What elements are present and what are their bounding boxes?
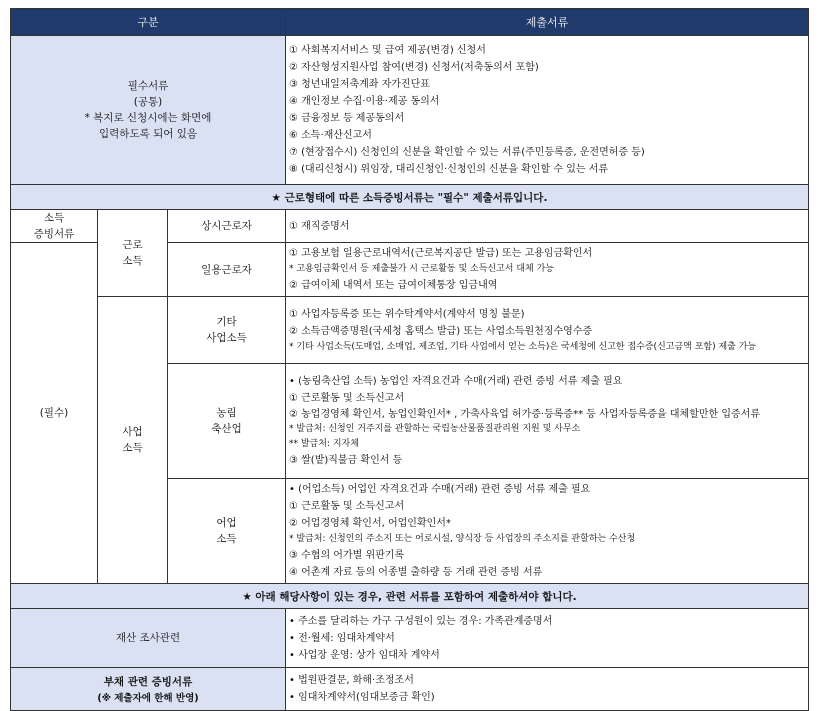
farm-label: 농림 축산업: [168, 364, 286, 479]
business-income-label: 사업 소득: [98, 297, 168, 584]
required-label: 필수서류 (공통) * 복지로 신청시에는 화면에 입력하도록 되어 있음: [11, 36, 286, 185]
list-item: ② 어업경영체 확인서, 어업인확인서*: [289, 518, 451, 529]
property-label: 재산 조사관련: [11, 609, 286, 668]
list-item: ② 소득금액증명원(국세청 홈택스 발급) 또는 사업소득원천징수영수증: [289, 325, 593, 337]
work-income-label: 근로 소득: [98, 210, 168, 297]
daily-worker-list: [286, 243, 809, 297]
list-item: * 고용임금확인서 등 제출불가 시 근로활동 및 소득신고서 대체 가능: [289, 264, 554, 274]
required-row: [11, 36, 809, 185]
list-item: ⑦ (현장접수시) 신청인의 신분을 확인할 수 있는 서류(주민등록증, 운전면허증 등): [289, 147, 645, 158]
list-item: ③ 수협의 어가별 위판기록: [289, 550, 405, 561]
list-item: * 발급처: 신청인의 주소지 또는 어로시설, 양식장 등 사업장의 주소지를 관할하는 수산청: [289, 534, 636, 544]
list-item: ② 자산형성지원사업 참여(변경) 신청서(저축동의서 포함): [289, 62, 539, 73]
list-item: ③ 쌀(밭)직불금 확인서 등: [289, 455, 403, 466]
list-item: ④ 어촌계 자료 등의 어종별 출하량 등 거래 관련 증빙 서류: [289, 567, 543, 578]
list-item: ① 사회복지서비스 및 급여 제공(변경) 신청서: [289, 45, 486, 56]
list-item: ② 농업경영체 확인서, 농업인확인서* , 가축사육업 허가증·등록증** 등 사업자등록증을 대체할만한 입증서류: [289, 409, 761, 420]
list-item: • (어업소득) 어업인 자격요건과 수매(거래) 관련 증빙 서류 제출 필요: [289, 484, 591, 495]
list-item: ④ 개인정보 수집·이용·제공 동의서: [289, 96, 440, 107]
other-business-list: [286, 297, 809, 364]
regular-worker-label: 상시근로자: [168, 210, 286, 243]
regular-row: [11, 210, 809, 243]
header-documents: 제출서류: [286, 9, 809, 36]
list-item: * 발급처: 신청인 거주지를 관할하는 국립농산물품질관리원 지원 및 사무소: [289, 424, 581, 434]
document-table: [10, 8, 809, 711]
list-item: ① 재직증명서: [289, 220, 350, 232]
header-row: [11, 9, 809, 36]
list-item: • 법원판결문, 화해·조정조서: [289, 675, 414, 686]
extra-banner: ★ 아래 해당사항이 있는 경우, 관련 서류를 포함하여 제출하셔야 합니다.: [11, 584, 809, 609]
list-item: ① 고용보험 일용근로내역서(근로복지공단 발급) 또는 고용임금확인서: [289, 248, 593, 259]
fish-label: 어업 소득: [168, 479, 286, 584]
debt-row: [11, 668, 809, 711]
regular-worker-list: [286, 210, 809, 243]
income-banner: ★ 근로형태에 따른 소득증빙서류는 "필수" 제출서류입니다.: [11, 185, 809, 210]
list-item: ⑧ (대리신청시) 위임장, 대리신청인·신청인의 신분을 확인할 수 있는 서류: [289, 164, 609, 175]
required-mark: (필수): [11, 243, 98, 584]
list-item: ① 사업자등록증 또는 위수탁계약서(계약서 명칭 불문): [289, 308, 525, 320]
property-list: [286, 609, 809, 668]
list-item: * 기타 사업소득(도매업, 소매업, 제조업, 기타 사업에서 얻는 소득)은 국세청에 신고한 접수증(신고금액 포함) 제출 가능: [289, 341, 757, 352]
daily-worker-label: 일용근로자: [168, 243, 286, 297]
farm-list: [286, 364, 809, 479]
fish-list: [286, 479, 809, 584]
income-label: 소득 증빙서류: [11, 210, 98, 243]
header-category: 구분: [11, 9, 286, 36]
list-item: ⑤ 금융정보 등 제공동의서: [289, 113, 405, 124]
list-item: • 임대차계약서(임대보증금 확인): [289, 692, 435, 703]
debt-label: 부채 관련 증빙서류 (※ 제출자에 한해 반영): [11, 668, 286, 711]
banner-row: [11, 185, 809, 210]
list-item: • (농림축산업 소득) 농업인 자격요건과 수매(거래) 관련 증빙 서류 제출 필요: [289, 376, 623, 387]
list-item: ① 근로활동 및 소득신고서: [289, 393, 405, 404]
required-list: [286, 36, 809, 185]
list-item: ② 급여이체 내역서 또는 급여이체통장 입금내역: [289, 280, 498, 291]
other-business-label: 기타 사업소득: [168, 297, 286, 364]
list-item: ③ 청년내일저축계좌 자가진단표: [289, 79, 430, 90]
list-item: • 주소를 달리하는 가구 구성원이 있는 경우: 가족관계증명서: [289, 615, 553, 627]
banner-row: [11, 584, 809, 609]
property-row: [11, 609, 809, 668]
debt-list: [286, 668, 809, 711]
list-item: • 사업장 운영: 상가 임대차 계약서: [289, 649, 440, 661]
other-row: [11, 297, 809, 364]
list-item: • 전·월세: 임대차계약서: [289, 632, 395, 644]
list-item: ① 근로활동 및 소득신고서: [289, 501, 405, 512]
list-item: ⑥ 소득·재산신고서: [289, 130, 372, 141]
list-item: ** 발급처: 지자체: [289, 439, 359, 449]
